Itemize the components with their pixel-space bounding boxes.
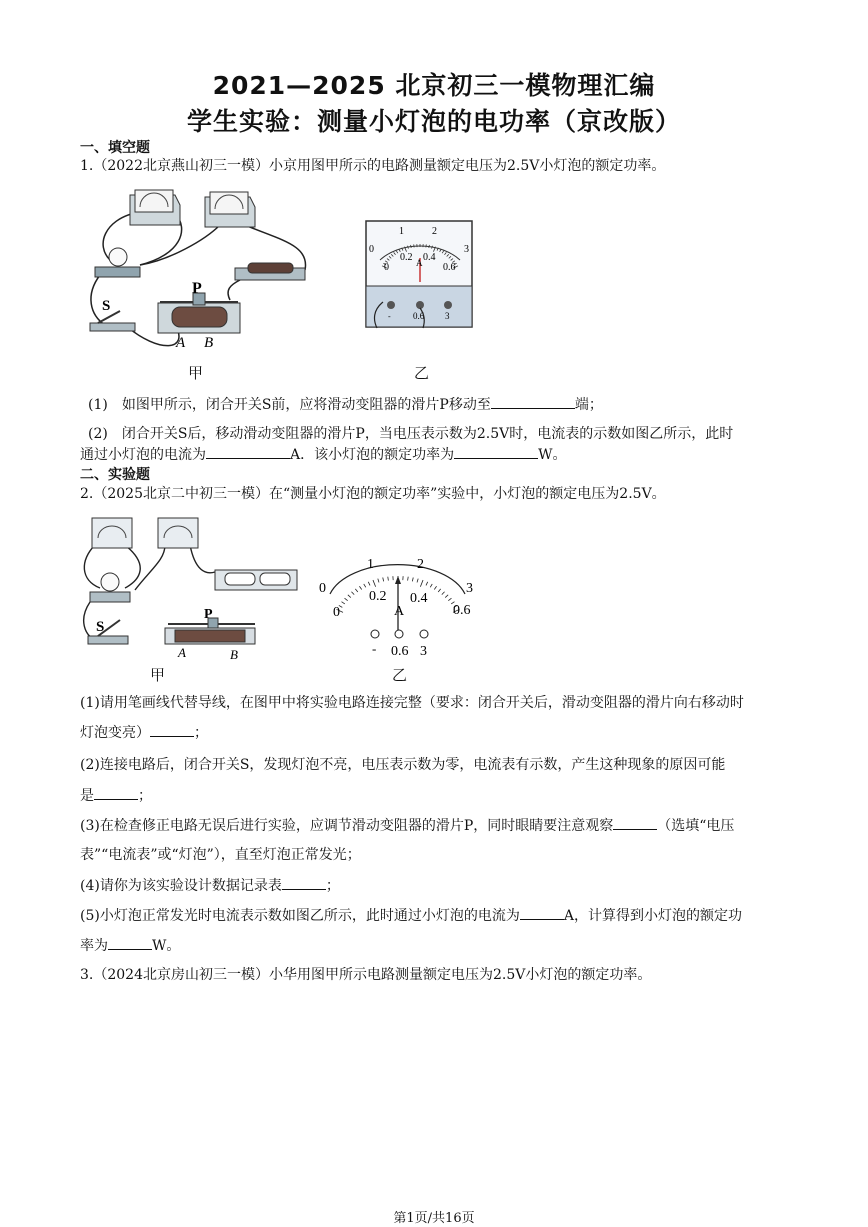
q3-stem: 3.（2024北京房山初三一模）小华用图甲所示电路测量额定电压为2.5V小灯泡的额定功率。 bbox=[80, 967, 652, 983]
rheostat-device bbox=[158, 293, 240, 333]
dial-tick bbox=[388, 577, 389, 581]
q2-sub5-end: W。 bbox=[152, 938, 181, 954]
page-footer: 第1页/共16页 bbox=[393, 1211, 475, 1226]
q2-sub1-end: ； bbox=[194, 725, 208, 741]
q1-figure-caption-yi: 乙 bbox=[414, 364, 430, 382]
q2-sub1-line2 bbox=[80, 722, 208, 743]
q2-sub3-line2: 表”“电流表”或“灯泡”），直至灯泡正常发光； bbox=[80, 847, 361, 863]
switch-device bbox=[90, 311, 135, 331]
dial-tick bbox=[412, 577, 413, 581]
q2-sub5-current-blank[interactable] bbox=[520, 905, 564, 920]
q1-part1-end: 端； bbox=[574, 397, 603, 413]
dial-tick bbox=[355, 589, 358, 592]
dial-tick bbox=[426, 582, 428, 586]
q1-stem: 1.（2022北京燕山初三一模）小京用图甲所示的电路测量额定电压为2.5V小灯泡的额定功率。 bbox=[80, 158, 666, 174]
q2-sub2-line1: (2)连接电路后，闭合开关S，发现灯泡不亮，电压表示数为零，电流表有示数，产生这种现象的原因可能 bbox=[80, 757, 726, 773]
q1-dial-top-3: 3 bbox=[464, 244, 469, 255]
dial-tick bbox=[438, 589, 441, 592]
q2-sub4-text: (4)请你为该实验设计数据记录表 bbox=[80, 878, 282, 894]
q2-sub3-text-b: （选填“电压 bbox=[657, 818, 735, 834]
q1-part1-text: (1) 如图甲所示，闭合开关S前，应将滑动变阻器的滑片P移动至 bbox=[88, 397, 491, 413]
dial-tick bbox=[342, 602, 345, 604]
dial-tick bbox=[420, 580, 423, 587]
q2-sub3-line1 bbox=[80, 815, 734, 836]
q1-part1 bbox=[88, 394, 603, 415]
q2-battery-device bbox=[215, 570, 297, 590]
q2-dial-bot-2: 0.4 bbox=[410, 591, 428, 606]
bulb-device bbox=[95, 248, 140, 277]
dial-tick bbox=[448, 598, 451, 600]
q1-part2-text-c: A．该小灯泡的额定功率为 bbox=[290, 447, 455, 463]
section-heading-experiment: 二、实验题 bbox=[80, 467, 150, 483]
q1-part2-text-b: 通过小灯泡的电流为 bbox=[80, 447, 206, 463]
q2-terminal-neg: - bbox=[372, 641, 377, 656]
dial-tick bbox=[378, 579, 379, 583]
page-title: 2021—2025 北京初三一模物理汇编 bbox=[212, 71, 656, 100]
q2-dial-top-0: 0 bbox=[319, 581, 326, 596]
q2-bulb-device bbox=[90, 573, 130, 602]
dial-tick bbox=[348, 595, 351, 598]
q2-sub4-end: ； bbox=[325, 878, 340, 894]
q1-terminal-06: 0.6 bbox=[413, 311, 425, 321]
q2-dial-top-2: 2 bbox=[417, 557, 424, 572]
dial-tick bbox=[373, 580, 376, 587]
q2-sub5-text-c: 率为 bbox=[80, 938, 108, 954]
q1-label-b: B bbox=[204, 335, 214, 351]
q2-stem: 2.（2025北京二中初三一模）在“测量小灯泡的额定功率”实验中，小灯泡的额定电压为2.5V。 bbox=[80, 486, 666, 502]
q2-sub3-text: (3)在检查修正电路无误后进行实验，应调节滑动变阻器的滑片P，同时眼睛要注意观察 bbox=[80, 818, 614, 834]
q2-circuit-diagram bbox=[80, 510, 305, 665]
dial-tick bbox=[359, 586, 361, 589]
q1-label-s: S bbox=[102, 298, 111, 314]
q1-dial-bot-3: 0.6 bbox=[443, 262, 456, 273]
dial-tick bbox=[408, 577, 409, 581]
q2-sub2-line2 bbox=[80, 785, 152, 806]
q1-label-a: A bbox=[176, 335, 186, 351]
q1-dial-top-0: 0 bbox=[369, 244, 374, 255]
q2-sub1-text: 灯泡变亮） bbox=[80, 725, 150, 741]
dial-tick bbox=[351, 592, 354, 595]
q2-sub4 bbox=[80, 875, 340, 896]
q2-dial-unit: A bbox=[394, 604, 405, 619]
q2-dial-bot-0: 0 bbox=[333, 605, 340, 620]
page-subtitle: 学生实验：测量小灯泡的电功率（京改版） bbox=[186, 107, 681, 136]
q2-voltmeter-device bbox=[158, 518, 198, 548]
dial-tick bbox=[383, 577, 384, 581]
q1-dial-bot-2: 0.4 bbox=[423, 252, 436, 263]
q2-label-a: A bbox=[178, 645, 186, 660]
q1-dial-unit: A bbox=[416, 258, 423, 268]
q2-dial-top-1: 1 bbox=[367, 557, 374, 572]
dial-tick bbox=[430, 584, 432, 587]
q1-dial-bot-1: 0.2 bbox=[400, 252, 413, 263]
q1-label-p: P bbox=[192, 280, 202, 297]
q2-sub1-blank[interactable] bbox=[150, 722, 194, 737]
q2-sub2-end: ； bbox=[138, 788, 152, 804]
q1-ammeter-dial bbox=[365, 220, 475, 330]
q1-figure-caption-jia: 甲 bbox=[188, 364, 204, 382]
q1-dial-top-1: 1 bbox=[399, 226, 404, 237]
q2-label-b: B bbox=[230, 647, 238, 662]
q1-current-blank[interactable] bbox=[206, 444, 290, 459]
q1-part2-line1: (2) 闭合开关S后，移动滑动变阻器的滑片P，当电压表示数为2.5V时，电流表的示数如图乙所示，此时 bbox=[88, 426, 734, 442]
q2-sub3-blank[interactable] bbox=[613, 815, 657, 830]
dial-tick bbox=[417, 579, 418, 583]
dial-tick bbox=[445, 595, 448, 598]
q2-switch-device bbox=[88, 620, 128, 644]
q2-dial-top-3: 3 bbox=[466, 581, 473, 596]
q1-terminal-3: 3 bbox=[445, 311, 450, 321]
q2-ammeter-device bbox=[92, 518, 132, 548]
q2-figure-caption-yi: 乙 bbox=[392, 666, 408, 684]
q2-label-s: S bbox=[96, 619, 105, 635]
q1-part2-line2 bbox=[80, 444, 567, 465]
dial-tick bbox=[368, 582, 370, 586]
q2-figure-caption-jia: 甲 bbox=[150, 666, 166, 684]
dial-tick bbox=[434, 586, 436, 589]
q2-ammeter-dial bbox=[315, 552, 480, 662]
dial-tick bbox=[364, 584, 366, 587]
q1-part1-blank[interactable] bbox=[491, 394, 575, 409]
q2-sub2-blank[interactable] bbox=[94, 785, 138, 800]
dial-tick bbox=[442, 592, 445, 595]
q2-terminal-06: 0.6 bbox=[391, 644, 409, 659]
q2-sub1-line1: (1)请用笔画线代替导线，在图甲中将实验电路连接完整（要求：闭合开关后，滑动变阻器的滑片向右移动时 bbox=[80, 695, 744, 711]
q1-circuit-diagram bbox=[80, 185, 330, 360]
dial-tick bbox=[345, 598, 348, 600]
q2-dial-bot-3: 0.6 bbox=[453, 603, 471, 618]
ammeter-device bbox=[130, 190, 180, 225]
q1-dial-top-2: 2 bbox=[432, 226, 437, 237]
q1-dial-bot-0: 0 bbox=[384, 262, 389, 273]
q2-sub5-line2 bbox=[80, 935, 180, 956]
q2-sub5-line1 bbox=[80, 905, 742, 926]
battery-device bbox=[235, 263, 305, 280]
q1-terminal-neg: - bbox=[388, 312, 391, 321]
section-heading-fill: 一、填空题 bbox=[80, 140, 150, 156]
q1-part2-text-d: W。 bbox=[538, 447, 567, 463]
q1-power-blank[interactable] bbox=[454, 444, 538, 459]
q2-dial-bot-1: 0.2 bbox=[369, 589, 387, 604]
q2-sub5-text: (5)小灯泡正常发光时电流表示数如图乙所示，此时通过小灯泡的电流为 bbox=[80, 908, 520, 924]
q2-sub4-blank[interactable] bbox=[282, 875, 326, 890]
q2-terminal-3: 3 bbox=[420, 644, 427, 659]
q2-label-p: P bbox=[204, 607, 213, 622]
voltmeter-device bbox=[205, 192, 255, 227]
q2-sub5-power-blank[interactable] bbox=[108, 935, 152, 950]
q2-sub5-text-b: A，计算得到小灯泡的额定功 bbox=[563, 908, 742, 924]
q2-sub2-text: 是 bbox=[80, 788, 94, 804]
